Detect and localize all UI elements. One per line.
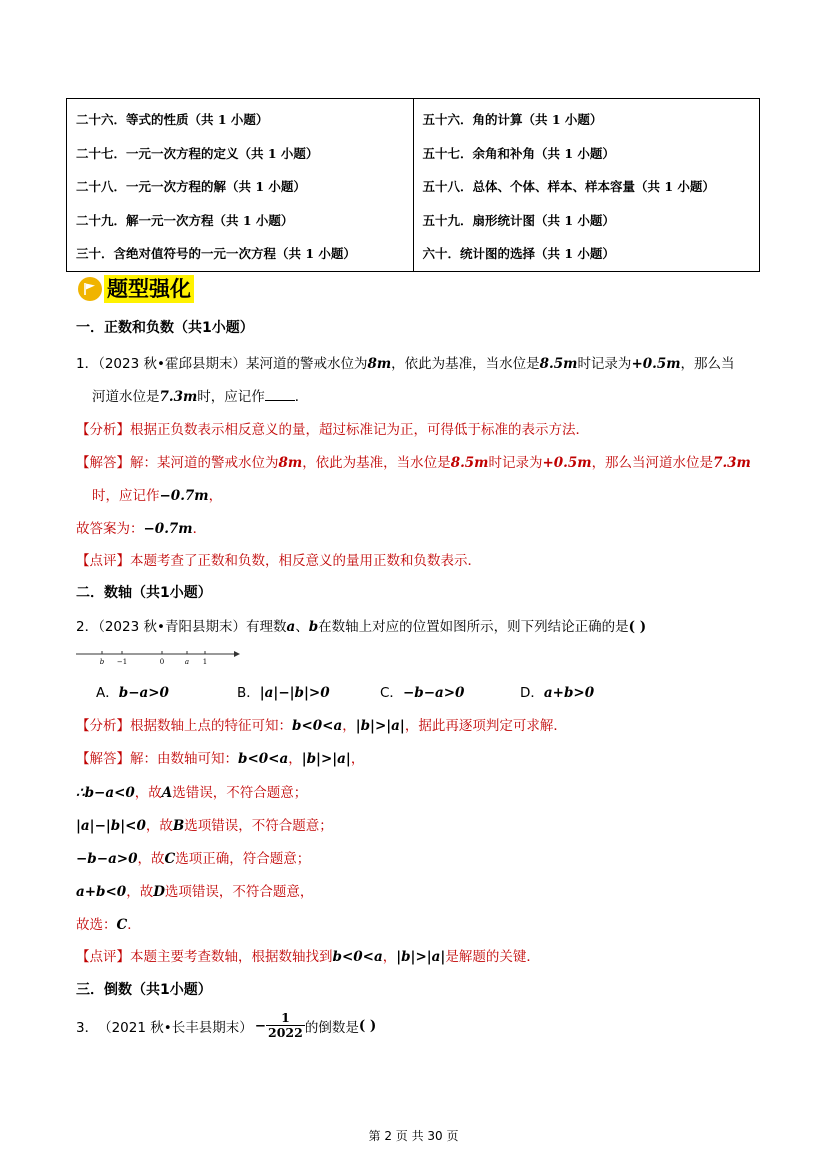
analysis-text: 根据数轴上点的特征可知： [130, 718, 292, 734]
math-value: +0.5m [542, 455, 592, 471]
option-d[interactable] [520, 681, 594, 701]
question-text: ． [294, 389, 309, 405]
math-value: 8m [278, 455, 303, 471]
answer-parentheses[interactable]: ( ) [358, 1017, 377, 1034]
toc-item[interactable]: 二十六．等式的性质（共 1 小题） [76, 112, 269, 127]
math-value: C [116, 917, 128, 933]
toc-item[interactable]: 二十七．一元一次方程的定义（共 1 小题） [76, 145, 319, 161]
toc-item[interactable]: 五十六．角的计算（共 1 小题） [422, 112, 603, 127]
math-value: 8.5m [539, 356, 578, 372]
answer-text: ， [208, 488, 223, 504]
answer-text: 时记录为 [488, 455, 543, 471]
math-value: 8m [367, 356, 392, 372]
fraction-denominator: 2022 [268, 1025, 303, 1040]
analysis-tag: 【分析】 [76, 422, 130, 438]
math-value: b<0<a [238, 751, 289, 767]
question-source: （2023 秋•青阳县期末） [98, 619, 246, 635]
final-text: 故选： [76, 917, 117, 933]
comment-1 [76, 549, 481, 569]
section-banner [78, 274, 194, 304]
step-text: ，故 [137, 851, 165, 867]
analysis-text: ，据此再逐项判定可求解． [404, 718, 567, 734]
banner-title: 题型强化 [104, 275, 194, 303]
option-expr: −b−a>0 [402, 685, 465, 701]
answer-2-step-1 [76, 781, 307, 801]
option-expr: |a|−|b|>0 [259, 685, 330, 701]
math-value: |b|>|a| [355, 718, 405, 734]
math-value: b<0<a [332, 949, 383, 965]
number-line-figure [76, 647, 244, 667]
question-text: 、 [295, 619, 309, 635]
answer-2-step-2 [76, 814, 333, 834]
final-answer-1 [76, 517, 206, 537]
answer-text: ，依此为基准，当水位是 [302, 455, 451, 471]
question-text: 在数轴上对应的位置如图所示，则下列结论正确的是 [318, 619, 629, 635]
option-a[interactable] [96, 681, 169, 701]
question-source: （2021 秋•长丰县期末） [98, 1019, 253, 1036]
question-text: 时，应记作 [197, 389, 265, 405]
comment-text: 本题主要考查数轴，根据数轴找到 [130, 949, 333, 965]
math-value: |b|>|a| [396, 949, 446, 965]
step-text: 选项正确，符合题意； [175, 851, 311, 867]
math-value: A [161, 785, 173, 801]
answer-2-step-3 [76, 847, 310, 867]
question-source: （2023 秋•霍邱县期末） [98, 356, 246, 372]
comment-text: ， [382, 949, 397, 965]
math-value: a+b<0 [76, 884, 127, 900]
analysis-2 [76, 714, 567, 734]
question-2-line-1 [76, 615, 646, 635]
toc-item[interactable]: 六十．统计图的选择（共 1 小题） [422, 246, 615, 261]
number-line-arrow [234, 651, 240, 657]
step-text: 选项错误，不符合题意； [184, 818, 333, 834]
answer-tag: 【解答】 [76, 751, 130, 767]
math-value: +0.5m [631, 356, 681, 372]
analysis-1 [76, 418, 589, 438]
answer-text: ， [288, 751, 302, 767]
question-text: 有理数 [245, 619, 287, 635]
math-value: |b|>|a| [301, 751, 351, 767]
step-text: ，故 [134, 785, 162, 801]
question-number: 1． [76, 356, 99, 372]
section-heading: 三．倒数（共1小题） [76, 982, 212, 998]
math-value: −b−a>0 [76, 851, 138, 867]
answer-text: ， [350, 751, 365, 767]
flag-icon [78, 277, 102, 301]
axis-label: a [184, 658, 190, 666]
math-value: −0.7m [143, 521, 193, 537]
answer-text: 时，应记作 [92, 488, 160, 504]
answer-tag: 【解答】 [76, 455, 130, 471]
math-value: D [153, 884, 165, 900]
step-text: 选项错误，不符合题意， [164, 884, 314, 900]
section-heading: 二．数轴（共1小题） [76, 585, 212, 601]
toc-item[interactable]: 二十九．解一元一次方程（共 1 小题） [76, 212, 294, 228]
answer-1-line-2 [92, 484, 222, 504]
axis-label: −1 [116, 658, 128, 666]
final-answer-2 [76, 913, 141, 933]
math-value: ∴b−a<0 [76, 785, 135, 801]
comment-text: 本题考查了正数和负数，相反意义的量用正数和负数表示． [130, 553, 481, 569]
math-value: 8.5m [450, 455, 489, 471]
toc-item[interactable]: 五十七．余角和补角（共 1 小题） [422, 145, 615, 161]
answer-text: 解：由数轴可知： [130, 751, 238, 767]
math-value: 7.3m [713, 455, 751, 471]
option-expr: b−a>0 [118, 685, 169, 701]
toc-right-column [413, 99, 760, 272]
answer-text: 解：某河道的警戒水位为 [130, 455, 279, 471]
answer-2-line-1 [76, 747, 364, 767]
answer-parentheses[interactable]: ( ) [628, 619, 647, 635]
math-value: B [172, 818, 185, 834]
math-value: b [308, 619, 319, 635]
analysis-tag: 【分析】 [76, 718, 130, 734]
toc-table [66, 98, 760, 272]
question-text: 的倒数是 [304, 1019, 359, 1036]
math-value: C [164, 851, 176, 867]
question-text: 时记录为 [577, 356, 632, 372]
section-heading: 一．正数和负数（共1小题） [76, 320, 254, 336]
toc-left-column [67, 99, 414, 272]
math-value: b<0<a [292, 718, 343, 734]
question-text: 河道水位是 [92, 389, 160, 405]
option-expr: a+b>0 [543, 685, 595, 701]
page-footer: 第 2 页 共 30 页 [368, 1129, 459, 1143]
option-key: D． [520, 685, 544, 701]
axis-label: 0 [159, 658, 165, 666]
fraction-numerator: 1 [266, 1011, 305, 1026]
axis-label: 1 [202, 658, 208, 666]
math-value: 7.3m [159, 389, 198, 405]
comment-tag: 【点评】 [76, 949, 130, 965]
option-key: B． [237, 685, 260, 701]
toc-item[interactable]: 五十九．扇形统计图（共 1 小题） [422, 212, 615, 228]
option-key: C． [380, 685, 403, 701]
option-b[interactable] [237, 681, 330, 701]
final-text: ． [127, 917, 141, 933]
axis-label: b [99, 658, 105, 666]
option-c[interactable] [380, 681, 464, 701]
analysis-text: 根据正负数表示相反意义的量，超过标准记为正，可得低于标准的表示方法． [130, 422, 589, 438]
comment-2 [76, 945, 540, 965]
answer-blank[interactable] [265, 389, 295, 401]
toc-item[interactable]: 五十八．总体、个体、样本、样本容量（共 1 小题） [422, 179, 715, 194]
option-key: A． [96, 685, 119, 701]
question-text: ，依此为基准，当水位是 [391, 356, 540, 372]
math-value: a [286, 619, 296, 635]
answer-1-line-1 [76, 451, 751, 471]
step-text: 选错误，不符合题意； [172, 785, 308, 801]
question-text: 某河道的警戒水位为 [245, 356, 368, 372]
math-value: −0.7m [159, 488, 209, 504]
question-3-line-1 [76, 1011, 376, 1040]
toc-item[interactable]: 二十八．一元一次方程的解（共 1 小题） [76, 179, 306, 194]
toc-item[interactable]: 三十．含绝对值符号的一元一次方程（共 1 小题） [76, 246, 356, 261]
question-1-line-2 [92, 385, 308, 405]
final-text: 故答案为： [76, 521, 144, 537]
question-number: 2． [76, 619, 99, 635]
fraction [266, 1011, 305, 1040]
answer-text: ，那么当河道水位是 [591, 455, 714, 471]
analysis-text: ， [342, 718, 356, 734]
comment-text: 是解题的关键． [445, 949, 540, 965]
question-1-line-1 [76, 352, 735, 372]
minus-sign: − [254, 1017, 267, 1034]
question-number: 3． [76, 1019, 99, 1036]
answer-2-step-4 [76, 880, 313, 900]
question-text: ，那么当 [680, 356, 735, 372]
comment-tag: 【点评】 [76, 553, 130, 569]
step-text: ，故 [145, 818, 173, 834]
final-text: ． [192, 521, 207, 537]
step-text: ，故 [126, 884, 154, 900]
math-value: |a|−|b|<0 [76, 818, 146, 834]
